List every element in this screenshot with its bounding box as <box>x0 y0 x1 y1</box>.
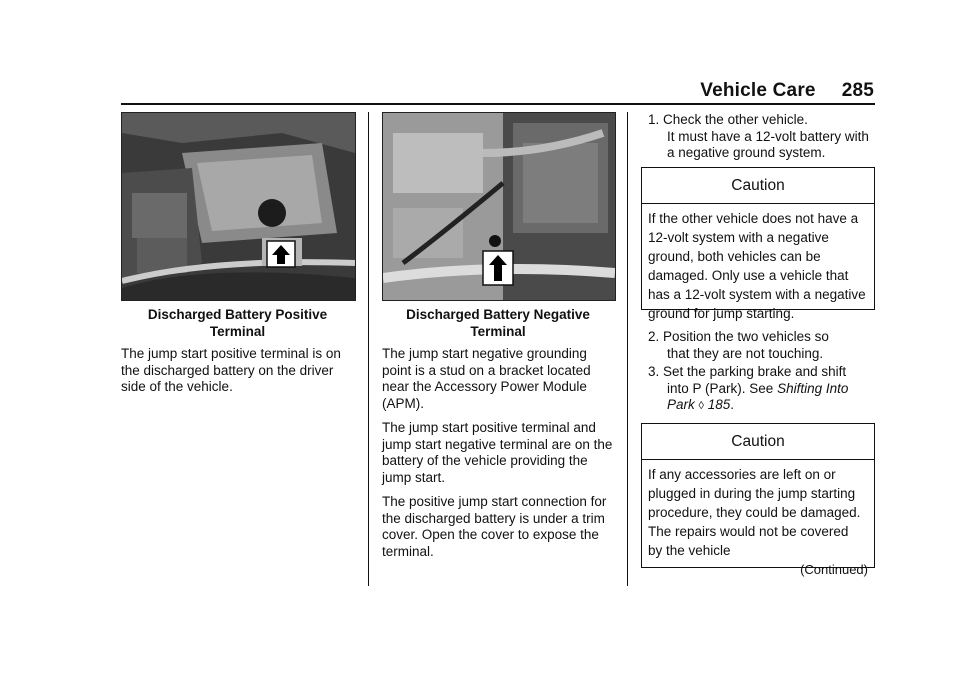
positive-terminal-photo <box>121 112 356 301</box>
step-text-continued <box>648 381 876 415</box>
page-reference[interactable]: 185 <box>707 397 731 412</box>
step-text: into P (Park). See <box>667 380 778 396</box>
step-text-continued: It must have a 12-volt battery with a negative ground system. <box>667 128 869 160</box>
cross-reference-link[interactable]: Shifting Into Park <box>667 380 849 412</box>
step-2 <box>648 329 876 362</box>
step-text: Position the two vehicles so <box>663 329 829 344</box>
caution-title: Caution <box>642 168 874 204</box>
step-number: 2. <box>648 329 660 344</box>
paragraph: The positive jump start connection for the discharged battery is under a trim cover. Open the cover to expose the terminal. <box>382 494 607 559</box>
step-text-continued: that they are not touching. <box>667 345 824 361</box>
page-reference-icon: ◊ <box>698 400 704 412</box>
page-header <box>700 80 874 102</box>
step-text: Check the other vehicle. <box>663 112 808 127</box>
period: . <box>730 397 735 412</box>
column2-text <box>382 346 616 568</box>
column-divider <box>627 112 628 586</box>
figure-caption: Discharged Battery Positive Terminal <box>147 307 328 339</box>
header-rule <box>121 103 875 105</box>
caution-box <box>641 423 875 577</box>
caution-title: Caution <box>642 424 874 460</box>
caution-box <box>641 167 875 321</box>
negative-terminal-photo <box>382 112 616 301</box>
caution-text: If any accessories are left on or plugged in during the jump starting procedure, they could be damaged. The repairs would not be covered by the vehicle <box>648 467 861 558</box>
section-title: Vehicle Care <box>700 80 816 101</box>
page-number: 285 <box>841 80 874 101</box>
paragraph: The jump start positive terminal and jump start negative terminal are on the battery of the vehicle providing the jump start. <box>382 420 613 485</box>
caution-text: If the other vehicle does not have a 12-volt system with a negative ground, both vehicles can be damaged. Only use a vehicle that has a 12-volt system with a negative ground for jump starting. <box>648 211 866 321</box>
paragraph: The jump start negative grounding point is a stud on a bracket located near the Accessory Power Module (APM). <box>382 346 591 411</box>
step-1 <box>648 112 876 162</box>
continued-label: (Continued) <box>800 562 868 577</box>
column-divider <box>368 112 369 586</box>
paragraph: The jump start positive terminal is on the discharged battery on the driver side of the vehicle. <box>121 346 341 394</box>
step-number: 3. <box>648 364 660 379</box>
step-number: 1. <box>648 112 660 127</box>
column1-text <box>121 346 354 404</box>
step-text: Set the parking brake and shift <box>663 364 847 379</box>
step-3 <box>648 364 876 415</box>
figure-caption: Discharged Battery Negative Terminal <box>406 307 590 339</box>
